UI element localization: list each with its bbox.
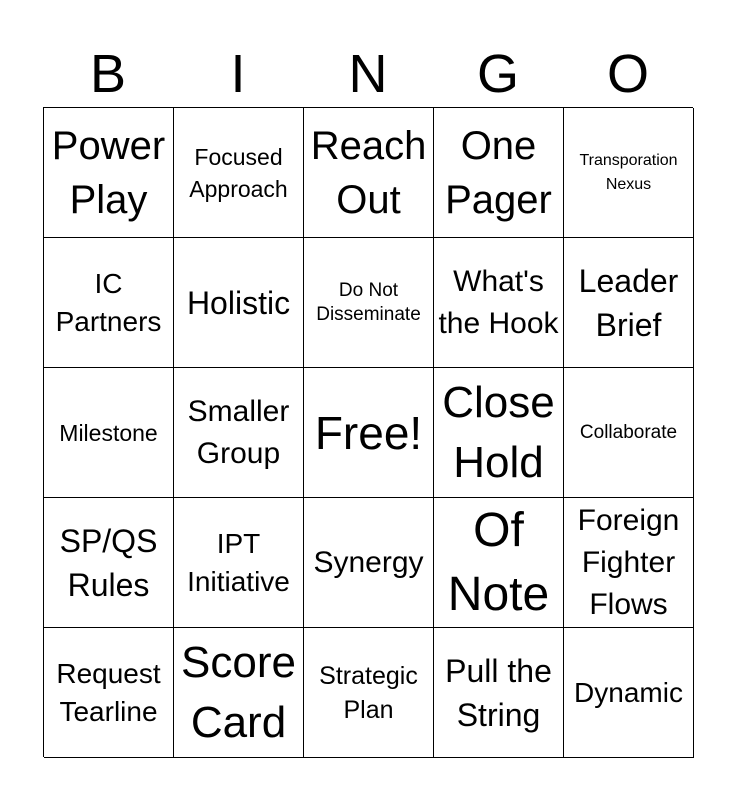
cell-text: SP/QS Rules — [59, 522, 158, 603]
bingo-card — [43, 107, 693, 757]
bingo-header — [43, 40, 693, 108]
bingo-cell[interactable] — [174, 628, 304, 758]
cell-text: Transporation Nexus — [579, 151, 678, 193]
cell-text: Strategic Plan — [319, 661, 418, 724]
free-space: Free! — [314, 406, 423, 459]
bingo-cell[interactable] — [304, 238, 434, 368]
bingo-cell[interactable] — [174, 368, 304, 498]
cell-text: Pull the String — [445, 652, 552, 733]
header-letter-g: G — [476, 44, 519, 104]
bingo-cell[interactable] — [434, 628, 564, 758]
bingo-cell[interactable] — [44, 628, 174, 758]
header-letter-o: O — [606, 44, 649, 104]
bingo-cell[interactable] — [44, 498, 174, 628]
bingo-cell[interactable] — [564, 498, 694, 628]
cell-text: Leader Brief — [578, 262, 679, 343]
cell-text: Focused Approach — [189, 143, 288, 202]
bingo-cell[interactable] — [174, 108, 304, 238]
bingo-cell[interactable] — [44, 108, 174, 238]
cell-text: What's the Hook — [438, 264, 559, 340]
cell-text: Close Hold — [442, 377, 555, 487]
bingo-cell[interactable] — [304, 498, 434, 628]
cell-text: Milestone — [59, 419, 158, 446]
bingo-cell[interactable] — [174, 498, 304, 628]
header-letter-b: B — [89, 44, 127, 104]
cell-text: Do Not Disseminate — [316, 279, 421, 325]
cell-text: Reach Out — [310, 123, 427, 222]
bingo-cell[interactable] — [434, 498, 564, 628]
bingo-cell[interactable] — [44, 368, 174, 498]
cell-text: IPT Initiative — [187, 527, 290, 597]
cell-text: Smaller Group — [187, 394, 290, 470]
bingo-cell[interactable] — [304, 628, 434, 758]
cell-text: IC Partners — [55, 267, 162, 337]
bingo-cell[interactable] — [564, 368, 694, 498]
cell-text: Foreign Fighter Flows — [577, 503, 680, 621]
bingo-cell[interactable] — [564, 238, 694, 368]
cell-text: One Pager — [445, 123, 552, 222]
bingo-cell[interactable] — [434, 238, 564, 368]
bingo-cell[interactable] — [44, 238, 174, 368]
bingo-cell[interactable] — [304, 108, 434, 238]
bingo-cell[interactable] — [434, 368, 564, 498]
cell-text: Dynamic — [574, 676, 683, 708]
cell-text: Of Note — [447, 503, 550, 621]
cell-text: Score Card — [181, 637, 296, 747]
header-letter-n: N — [348, 44, 388, 104]
bingo-cell[interactable] — [564, 108, 694, 238]
cell-text: Synergy — [313, 545, 424, 579]
bingo-cell[interactable] — [564, 628, 694, 758]
cell-text: Power Play — [51, 123, 166, 222]
bingo-cell[interactable] — [174, 238, 304, 368]
cell-text: Request Tearline — [56, 657, 161, 727]
bingo-cell[interactable] — [434, 108, 564, 238]
cell-text: Holistic — [186, 284, 291, 321]
cell-text: Collaborate — [579, 421, 678, 443]
bingo-cell[interactable] — [304, 368, 434, 498]
header-letter-i: I — [230, 44, 246, 104]
